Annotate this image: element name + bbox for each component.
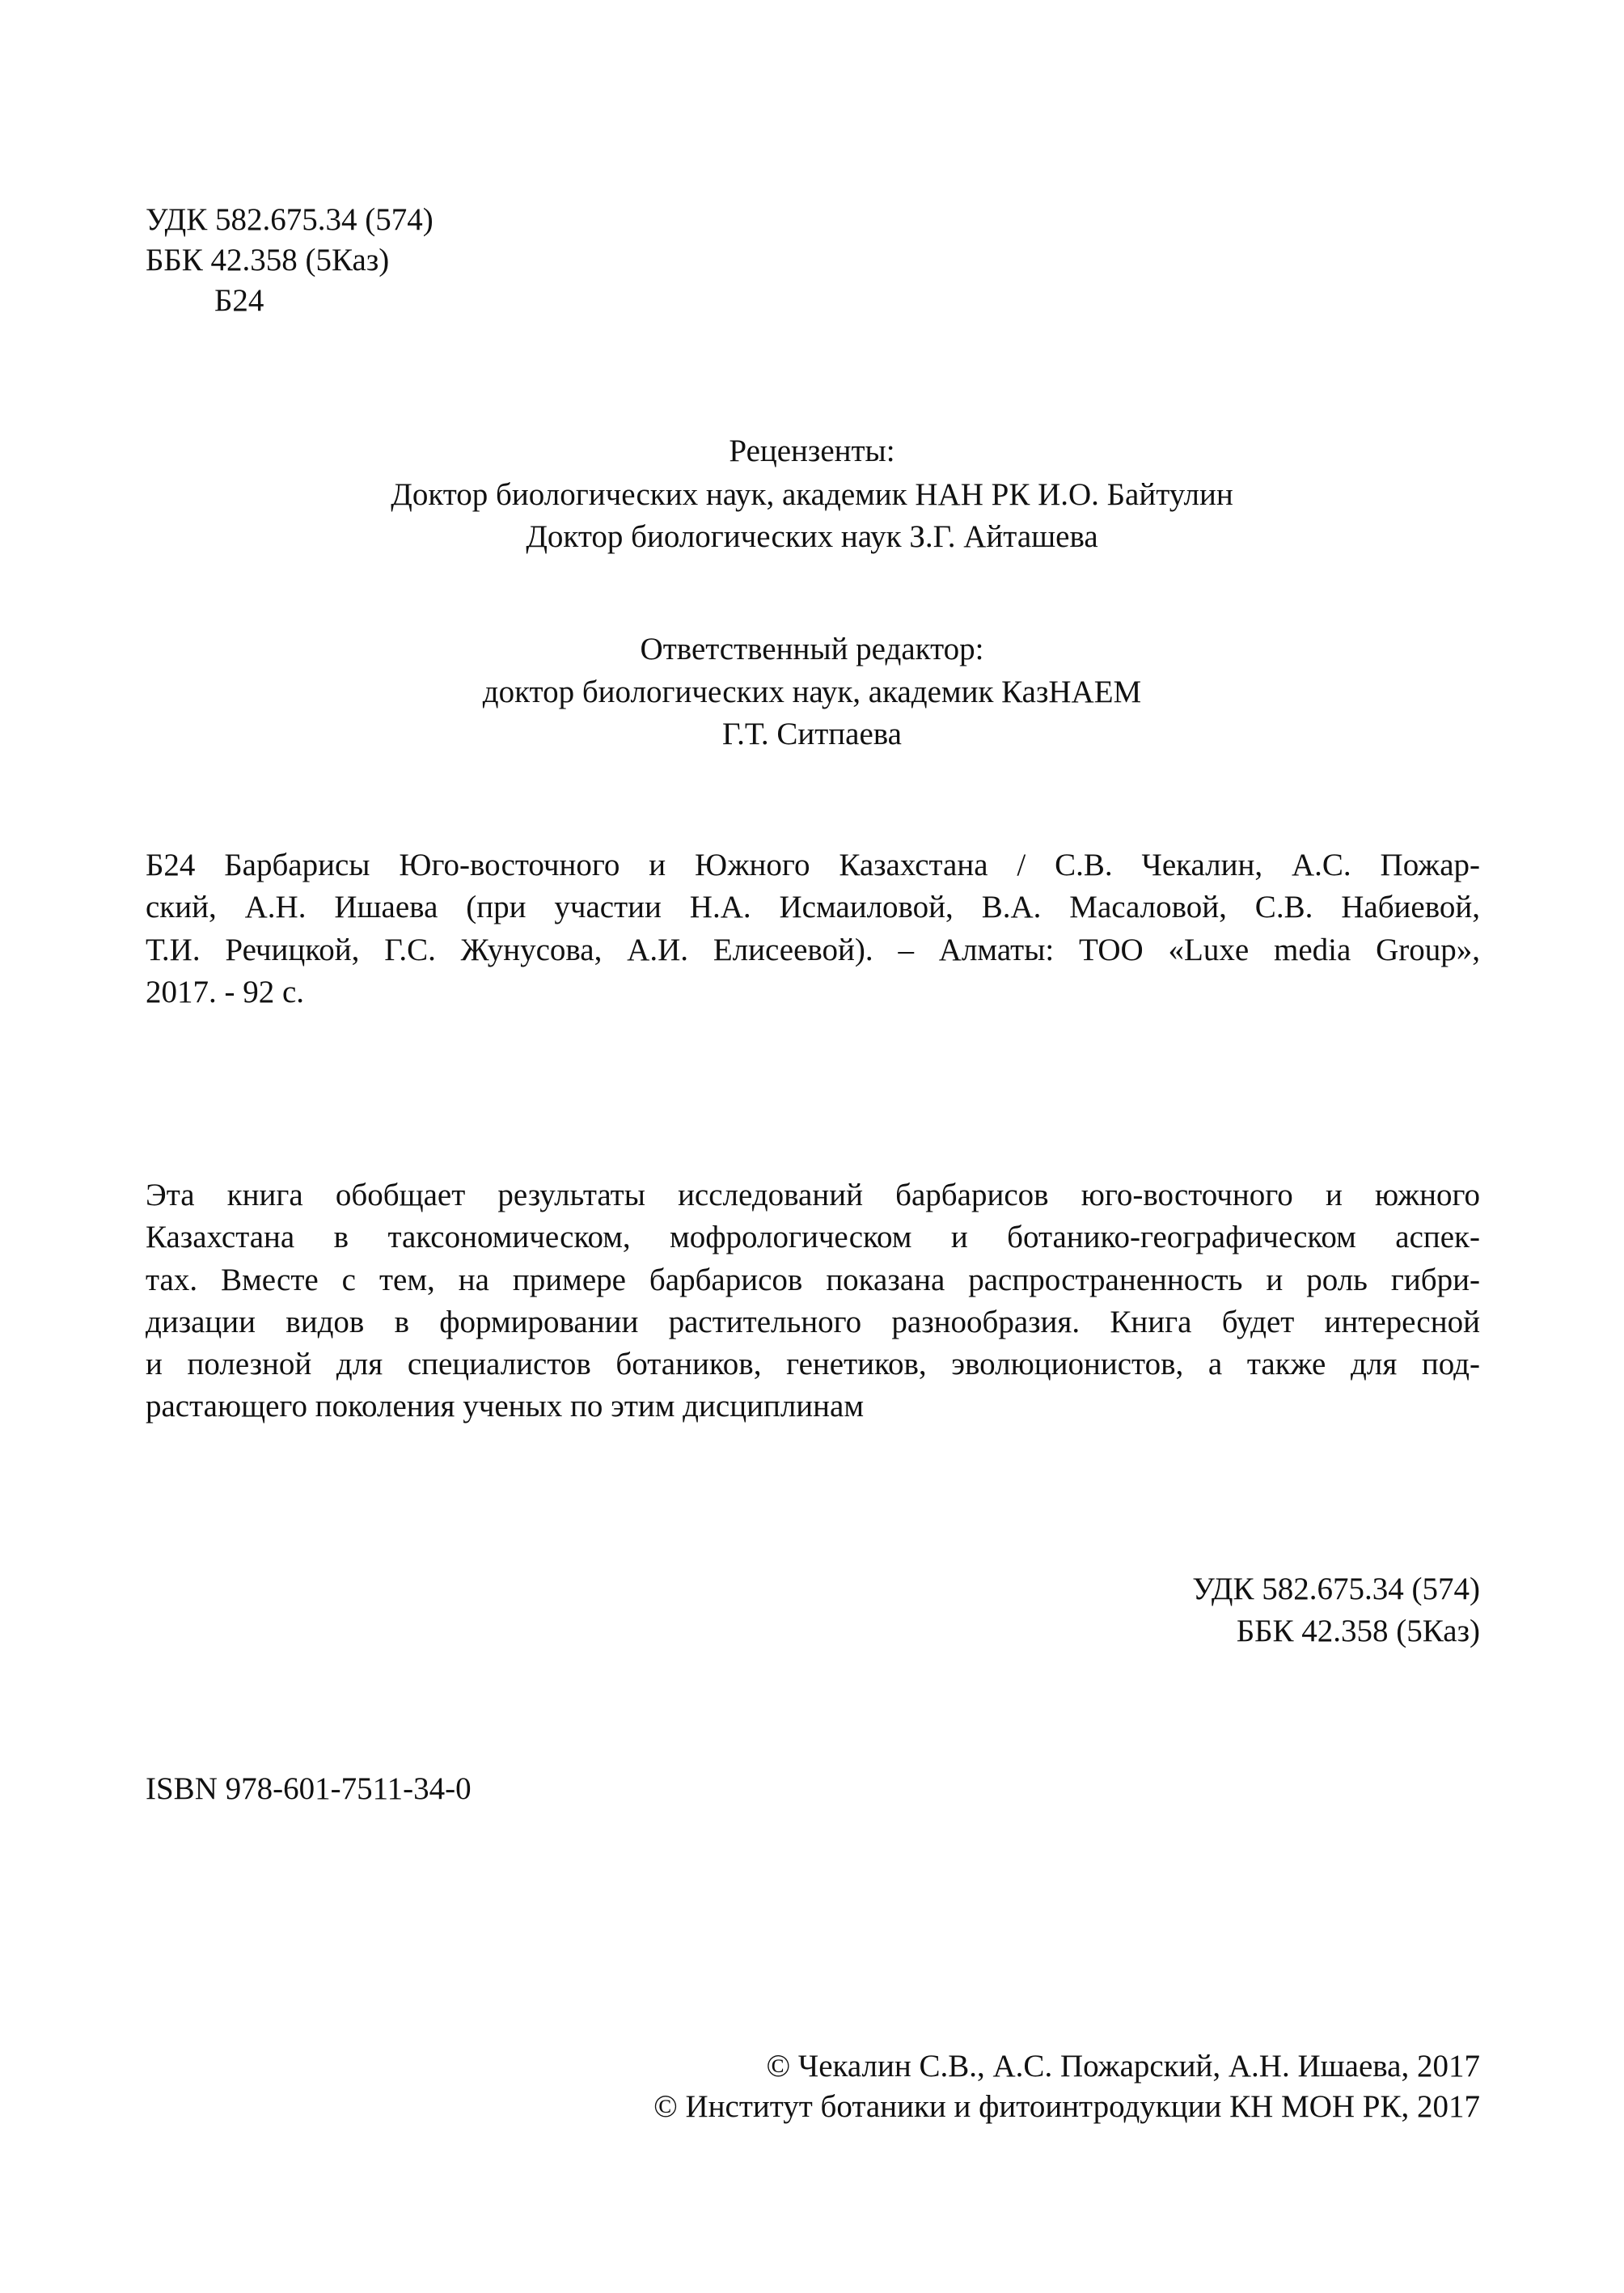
bibliographic-line: Б24 Барбарисы Юго-восточного и Южного Казахстана / С.В. Чекалин, А.С. Пожар- xyxy=(146,848,1480,882)
editor-title: Ответственный редактор: xyxy=(640,632,984,666)
abstract-line: Эта книга обобщает результаты исследований барбарисов юго-восточного и южного xyxy=(146,1178,1480,1212)
header-bbk: ББК 42.358 (5Каз) xyxy=(146,243,390,277)
editor-line: Г.Т. Ситпаева xyxy=(722,717,902,751)
abstract-line: и полезной для специалистов ботаников, генетиков, эволюционистов, а также для под- xyxy=(146,1347,1480,1382)
abstract-line: Казахстана в таксономическом, мофрологическом и ботанико-географическом аспек- xyxy=(146,1220,1480,1255)
abstract-line: дизации видов в формировании растительного разнообразия. Книга будет интересной xyxy=(146,1304,1480,1339)
isbn: ISBN 978-601-7511-34-0 xyxy=(146,1771,472,1806)
bibliographic-line: ский, А.Н. Ишаева (при участии Н.А. Исмаиловой, В.А. Масаловой, С.В. Набиевой, xyxy=(146,890,1480,925)
bibliographic-line: 2017. - 92 с. xyxy=(146,974,305,1009)
header-author-mark: Б24 xyxy=(214,283,264,318)
editor-line: доктор биологических наук, академик КазНАЕМ xyxy=(482,675,1142,709)
header-udk: УДК 582.675.34 (574) xyxy=(146,202,433,237)
bibliographic-line: Т.И. Речицкой, Г.С. Жунусова, А.И. Елисеевой). – Алматы: ТОО «Luxe media Group», xyxy=(146,932,1480,967)
reviewer-line: Доктор биологических наук, академик НАН РК И.О. Байтулин xyxy=(391,477,1233,512)
abstract-line: растающего поколения ученых по этим дисциплинам xyxy=(146,1389,865,1424)
reviewer-line: Доктор биологических наук З.Г. Айташева xyxy=(526,519,1098,554)
classification-udk: УДК 582.675.34 (574) xyxy=(1192,1572,1480,1606)
classification-bbk: ББК 42.358 (5Каз) xyxy=(1236,1614,1480,1648)
bibliographic-entry xyxy=(146,844,1480,1013)
reviewers-title: Рецензенты: xyxy=(729,434,895,468)
abstract xyxy=(146,1174,1480,1428)
copyright-line: © Чекалин С.В., А.С. Пожарский, А.Н. Ишаева, 2017 xyxy=(766,2049,1480,2084)
abstract-line: тах. Вместе с тем, на примере барбарисов показана распространенность и роль гибри- xyxy=(146,1262,1480,1297)
copyright-line: © Институт ботаники и фитоинтродукции КН МОН РК, 2017 xyxy=(653,2089,1480,2124)
